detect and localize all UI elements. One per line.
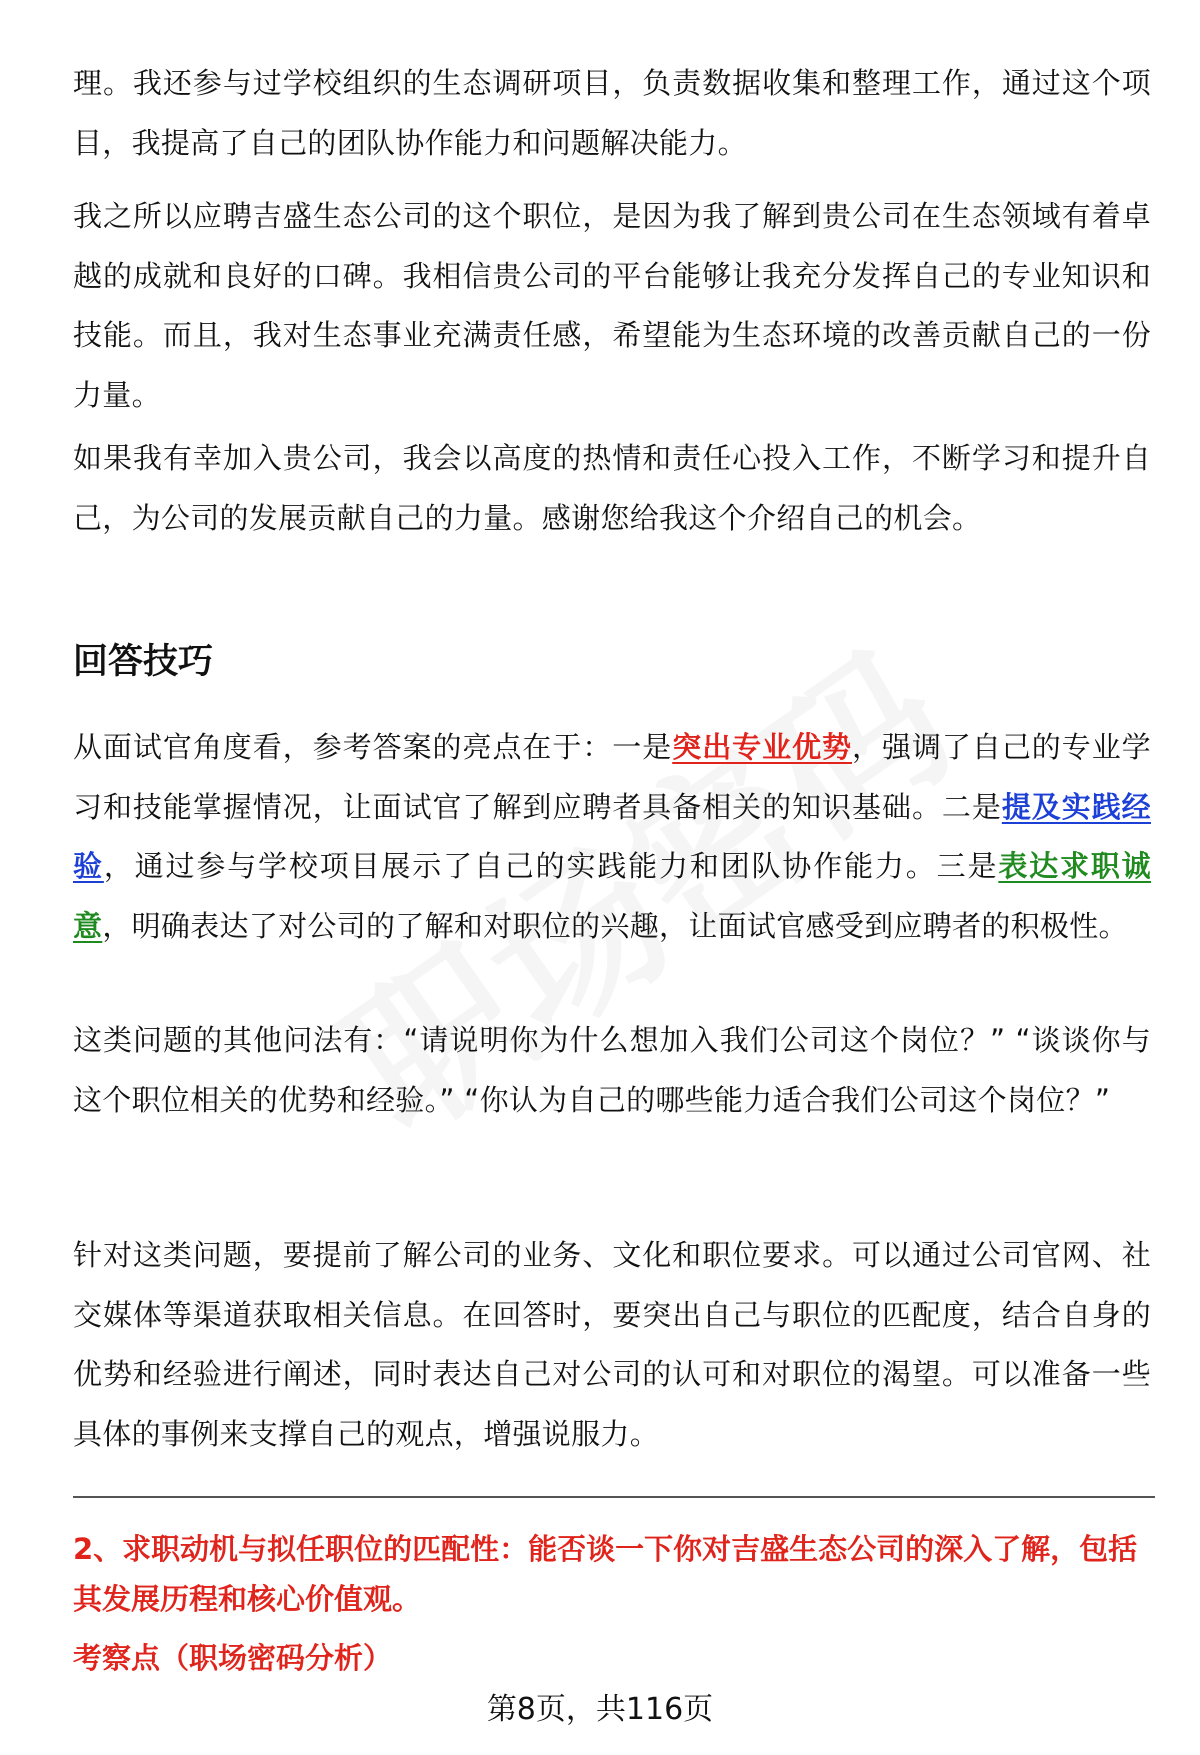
- analysis-end: ，明确表达了对公司的了解和对职位的兴趣，让面试官感受到应聘者的积极性。: [102, 908, 1128, 943]
- analysis-intro: 从面试官角度看，参考答案的亮点在于：一是: [73, 730, 673, 764]
- question-heading: 2、求职动机与拟任职位的匹配性：能否谈一下你对吉盛生态公司的深入了解，包括其发展历程和核心价值观。: [73, 1532, 1138, 1616]
- paragraph-analysis: [73, 718, 1151, 956]
- analysis-mid-1: ，强调了自己的专业学习和技能掌握情况，让面试官了解到应聘者具备相关的知识基础。二是: [73, 730, 1151, 824]
- highlight-sincerity: 表达求职诚意: [73, 849, 1151, 943]
- exam-point-label: 考察点（职场密码分析）: [73, 1641, 393, 1675]
- analysis-mid-2: ，通过参与学校项目展示了自己的实践能力和团队协作能力。三是: [103, 849, 999, 883]
- paragraph-closing: 如果我有幸加入贵公司，我会以高度的热情和责任心投入工作，不断学习和提升自己，为公司的发展贡献自己的力量。感谢您给我这个介绍自己的机会。: [73, 441, 1151, 535]
- paragraph-motivation: 我之所以应聘吉盛生态公司的这个职位，是因为我了解到贵公司在生态领域有着卓越的成就和良好的口碑。我相信贵公司的平台能够让我充分发挥自己的专业知识和技能。而且，我对生态事业充满责任感，希望能为生态环境的改善贡献自己的一份力量。: [73, 199, 1151, 412]
- highlight-practical-experience: 提及实践经验: [73, 789, 1151, 883]
- highlight-professional-advantage: 突出专业优势: [672, 730, 853, 764]
- paragraph-tips: 针对这类问题，要提前了解公司的业务、文化和职位要求。可以通过公司官网、社交媒体等渠道获取相关信息。在回答时，要突出自己与职位的匹配度，结合自身的优势和经验进行阐述，同时表达自己对公司的认可和对职位的渴望。可以准备一些具体的事例来支撑自己的观点，增强说服力。: [73, 1238, 1151, 1451]
- paragraph-project-experience: 理。我还参与过学校组织的生态调研项目，负责数据收集和整理工作，通过这个项目，我提高了自己的团队协作能力和问题解决能力。: [73, 66, 1151, 160]
- paragraph-other-questions: 这类问题的其他问法有：“请说明你为什么想加入我们公司这个岗位？” “谈谈你与这个职位相关的优势和经验。” “你认为自己的哪些能力适合我们公司这个岗位？”: [73, 1023, 1151, 1117]
- section-title: 回答技巧: [73, 642, 214, 682]
- divider: [73, 1496, 1155, 1498]
- page-footer: 第8页，共116页: [486, 1692, 714, 1727]
